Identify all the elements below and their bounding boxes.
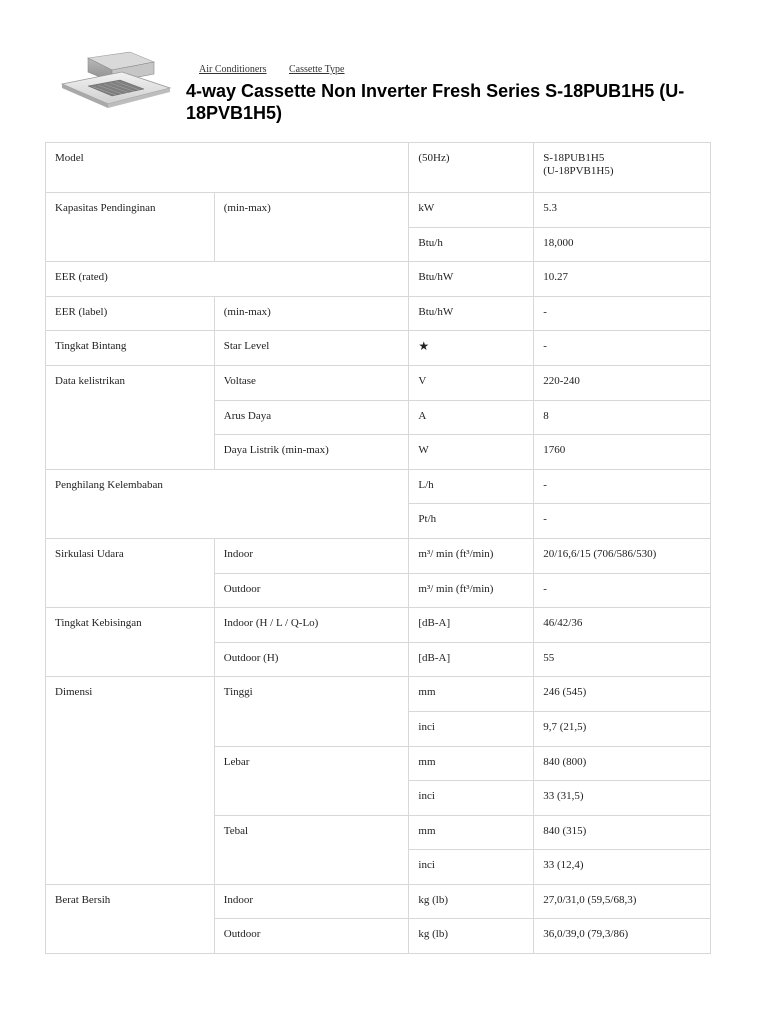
spec-sub: Arus Daya [214, 400, 409, 435]
table-row [46, 677, 711, 712]
spec-unit: W [409, 435, 534, 470]
spec-label-net-weight: Berat Bersih [46, 884, 215, 953]
spec-value: - [534, 331, 711, 366]
spec-unit: [dB-A] [409, 642, 534, 677]
spec-unit: [dB-A] [409, 608, 534, 643]
spec-value: 840 (315) [534, 815, 711, 850]
spec-sub: Outdoor (H) [214, 642, 409, 677]
spec-unit: A [409, 400, 534, 435]
spec-value: 8 [534, 400, 711, 435]
spec-value: 220-240 [534, 365, 711, 400]
spec-value: 840 (800) [534, 746, 711, 781]
spec-value: 33 (12,4) [534, 850, 711, 885]
spec-unit: m³/ min (ft³/min) [409, 538, 534, 573]
table-row [46, 538, 711, 573]
spec-label-model: Model [46, 143, 409, 193]
product-image [58, 48, 174, 114]
spec-value: 55 [534, 642, 711, 677]
star-icon: ★ [409, 331, 534, 366]
table-row [46, 331, 711, 366]
spec-value: 46/42/36 [534, 608, 711, 643]
spec-value: 36,0/39,0 (79,3/86) [534, 919, 711, 954]
table-row [46, 365, 711, 400]
table-row [46, 469, 711, 504]
spec-value: 33 (31,5) [534, 781, 711, 816]
spec-label-eer-rated: EER (rated) [46, 262, 409, 297]
spec-unit: kW [409, 193, 534, 228]
spec-sub: Indoor [214, 538, 409, 573]
spec-unit: Btu/hW [409, 296, 534, 331]
table-row [46, 262, 711, 297]
spec-sub-width: Lebar [214, 746, 409, 815]
spec-value: 20/16,6/15 (706/586/530) [534, 538, 711, 573]
spec-sub: Outdoor [214, 919, 409, 954]
spec-unit: Btu/h [409, 227, 534, 262]
spec-value: 1760 [534, 435, 711, 470]
spec-sub: Outdoor [214, 573, 409, 608]
breadcrumb-cassette-type[interactable]: Cassette Type [289, 64, 345, 75]
spec-value: 10.27 [534, 262, 711, 297]
spec-unit: mm [409, 677, 534, 712]
spec-unit: (50Hz) [409, 143, 534, 193]
table-row [46, 193, 711, 228]
spec-sub: Indoor (H / L / Q-Lo) [214, 608, 409, 643]
spec-value: 27,0/31,0 (59,5/68,3) [534, 884, 711, 919]
table-row [46, 884, 711, 919]
spec-unit: m³/ min (ft³/min) [409, 573, 534, 608]
spec-unit: mm [409, 815, 534, 850]
spec-value: 5.3 [534, 193, 711, 228]
spec-sub: Star Level [214, 331, 409, 366]
spec-unit: L/h [409, 469, 534, 504]
spec-unit: Pt/h [409, 504, 534, 539]
page-title: 4-way Cassette Non Inverter Fresh Series S-18PUB1H5 (U-18PVB1H5) [186, 81, 685, 123]
spec-unit: Btu/hW [409, 262, 534, 297]
spec-label-cooling-capacity: Kapasitas Pendinginan [46, 193, 215, 262]
spec-label-eer-label: EER (label) [46, 296, 215, 331]
table-row [46, 608, 711, 643]
spec-value: - [534, 296, 711, 331]
spec-value: - [534, 504, 711, 539]
spec-value: - [534, 469, 711, 504]
spec-label-air-circulation: Sirkulasi Udara [46, 538, 215, 607]
table-row [46, 143, 711, 193]
spec-label-star-rating: Tingkat Bintang [46, 331, 215, 366]
model-indoor: S-18PUB1H5 [543, 152, 605, 164]
spec-table [45, 142, 711, 954]
breadcrumb [199, 64, 365, 75]
spec-label-dehumidification: Penghilang Kelembaban [46, 469, 409, 538]
spec-label-electrical: Data kelistrikan [46, 365, 215, 469]
spec-label-dimensions: Dimensi [46, 677, 215, 885]
spec-sub-height: Tinggi [214, 677, 409, 746]
spec-value: 246 (545) [534, 677, 711, 712]
spec-unit: inci [409, 850, 534, 885]
spec-sub: Indoor [214, 884, 409, 919]
spec-unit: inci [409, 781, 534, 816]
spec-value-model [534, 143, 711, 193]
spec-value: 18,000 [534, 227, 711, 262]
spec-sub: Voltase [214, 365, 409, 400]
breadcrumb-air-conditioners[interactable]: Air Conditioners [199, 64, 267, 75]
spec-unit: inci [409, 711, 534, 746]
spec-sub: (min-max) [214, 193, 409, 262]
spec-unit: mm [409, 746, 534, 781]
spec-sub: (min-max) [214, 296, 409, 331]
spec-sub: Daya Listrik (min-max) [214, 435, 409, 470]
spec-value: - [534, 573, 711, 608]
spec-unit: kg (lb) [409, 919, 534, 954]
spec-sub-depth: Tebal [214, 815, 409, 884]
spec-unit: kg (lb) [409, 884, 534, 919]
table-row [46, 296, 711, 331]
spec-value: 9,7 (21,5) [534, 711, 711, 746]
model-outdoor: (U-18PVB1H5) [543, 165, 614, 177]
spec-unit: V [409, 365, 534, 400]
spec-label-noise-level: Tingkat Kebisingan [46, 608, 215, 677]
